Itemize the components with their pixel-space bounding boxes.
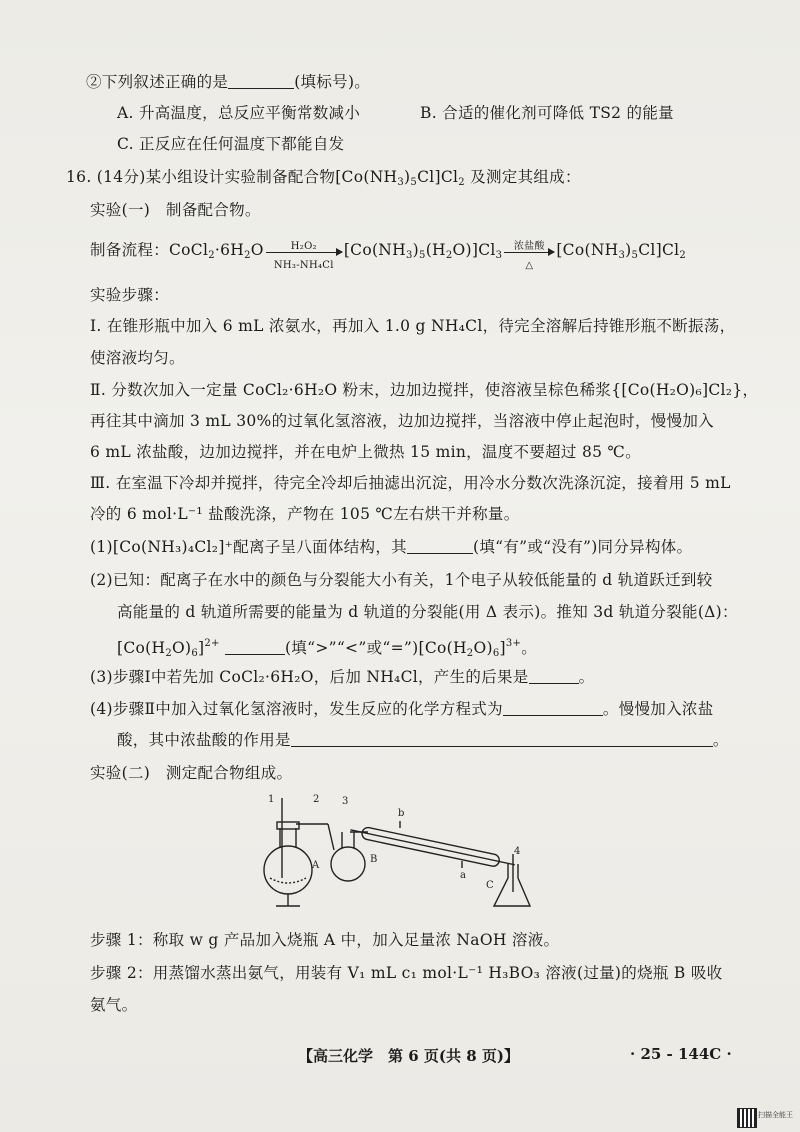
footer-code: · 25 - 144C ·	[630, 1045, 732, 1063]
label-b: b	[398, 808, 405, 819]
label-2: 2	[313, 794, 320, 805]
q15-option-b: B. 合适的催化剂可降低 TS2 的能量	[420, 104, 674, 122]
answer-blank	[225, 640, 285, 655]
q15-option-c: C. 正反应在任何温度下都能自发	[117, 135, 345, 153]
label-a: a	[460, 870, 466, 881]
question-1: (1)[Co(NH₃)₄Cl₂]⁺配离子呈八面体结构，其 (填“有”或“没有”)同分异构体。	[90, 538, 693, 556]
step-a-2-line2: 氨气。	[90, 996, 138, 1014]
label-B: B	[370, 854, 378, 865]
q15-item: ②下列叙述正确的是 (填标号)。	[86, 73, 371, 91]
prep-flow: 制备流程：$CoCl_2\cdot 6H_2O$ $\frac{\text{H₂O₂}}{\text{NH₃-NH₄Cl}}$ $[Co(NH_3)_5(H_2O)]Cl_3$ 浓盐酸 △ $[Co(NH_3)_5Cl]Cl_2$	[90, 240, 687, 271]
q16-header: 16. (14分)某小组设计实验制备配合物$[Co(NH_3)_5Cl]Cl_2$ 及测定其组成：	[66, 168, 581, 188]
label-3: 3	[342, 796, 349, 807]
steps-title: 实验步骤：	[90, 286, 170, 304]
step-a-1: 步骤 1：称取 w g 产品加入烧瓶 A 中，加入足量浓 NaOH 溶液。	[90, 931, 560, 949]
step-3-line1: Ⅲ. 在室温下冷却并搅拌，待完全冷却后抽滤出沉淀，用冷水分数次洗涤沉淀，接着用 5 mL	[90, 474, 731, 492]
step-2-line3: 6 mL 浓盐酸，边加边搅拌，并在电炉上微热 15 min，温度不要超过 85 ℃。	[90, 443, 641, 461]
question-2-line2: 高能量的 d 轨道所需要的能量为 d 轨道的分裂能(用 Δ 表示)。推知 3d 轨道分裂能(Δ)：	[117, 603, 738, 621]
q15-option-a: A. 升高温度，总反应平衡常数减小	[117, 104, 361, 122]
question-2-line3: $[Co(H_2O)_6]^{2+}$ (填“>”“<”或“$=”)[Co(H_2O)_6]^{3+}$。	[117, 638, 537, 659]
apparatus-diagram	[250, 788, 540, 918]
label-1: 1	[268, 794, 275, 805]
qr-code-icon	[737, 1108, 757, 1128]
exp1-title: 实验(一) 制备配合物。	[90, 201, 261, 219]
step-1-line2: 使溶液均匀。	[90, 349, 185, 367]
footer-page-info: 【高三化学 第 6 页(共 8 页)】	[298, 1047, 519, 1065]
answer-blank	[407, 539, 473, 554]
exp2-title: 实验(二) 测定配合物组成。	[90, 764, 293, 782]
step-3-line2: 冷的 6 mol·L⁻¹ 盐酸洗涤，产物在 105 ℃左右烘干并称量。	[90, 505, 520, 523]
step-2-line1: Ⅱ. 分数次加入一定量 CoCl₂·6H₂O 粉末，边加边搅拌，使溶液呈棕色稀浆{[Co(H₂O)₆]Cl₂}，	[90, 381, 759, 399]
question-4-line1: (4)步骤Ⅱ中加入过氧化氢溶液时，发生反应的化学方程式为 。慢慢加入浓盐	[90, 700, 714, 718]
answer-blank	[503, 701, 603, 716]
scanner-watermark: 扫描全能王	[758, 1111, 793, 1119]
label-C: C	[486, 880, 494, 891]
step-a-2-line1: 步骤 2：用蒸馏水蒸出氨气，用装有 V₁ mL c₁ mol·L⁻¹ H₃BO₃ 溶液(过量)的烧瓶 B 吸收	[90, 964, 723, 982]
reaction-arrow-2: 浓盐酸 △	[504, 250, 554, 253]
answer-blank	[228, 74, 294, 89]
question-2-line1: (2)已知：配离子在水中的颜色与分裂能大小有关，1个电子从较低能量的 d 轨道跃迁到较	[90, 571, 713, 589]
question-3: (3)步骤Ⅰ中若先加 CoCl₂·6H₂O，后加 NH₄Cl，产生的后果是 。	[90, 668, 595, 686]
reaction-arrow-1: $\frac{\text{H₂O₂}}{\text{NH₃-NH₄Cl}}$	[266, 250, 342, 253]
answer-blank	[529, 669, 579, 684]
step-1-line1: Ⅰ. 在锥形瓶中加入 6 mL 浓氨水，再加入 1.0 g NH₄Cl，待完全溶解后持锥形瓶不断振荡，	[90, 317, 736, 335]
answer-blank	[291, 732, 713, 747]
label-4: 4	[514, 846, 521, 857]
question-4-line2: 酸，其中浓盐酸的作用是 。	[117, 731, 729, 749]
step-2-line2: 再往其中滴加 3 mL 30%的过氧化氢溶液，边加边搅拌，当溶液中停止起泡时，慢慢加入	[90, 412, 714, 430]
label-A: A	[312, 860, 320, 871]
